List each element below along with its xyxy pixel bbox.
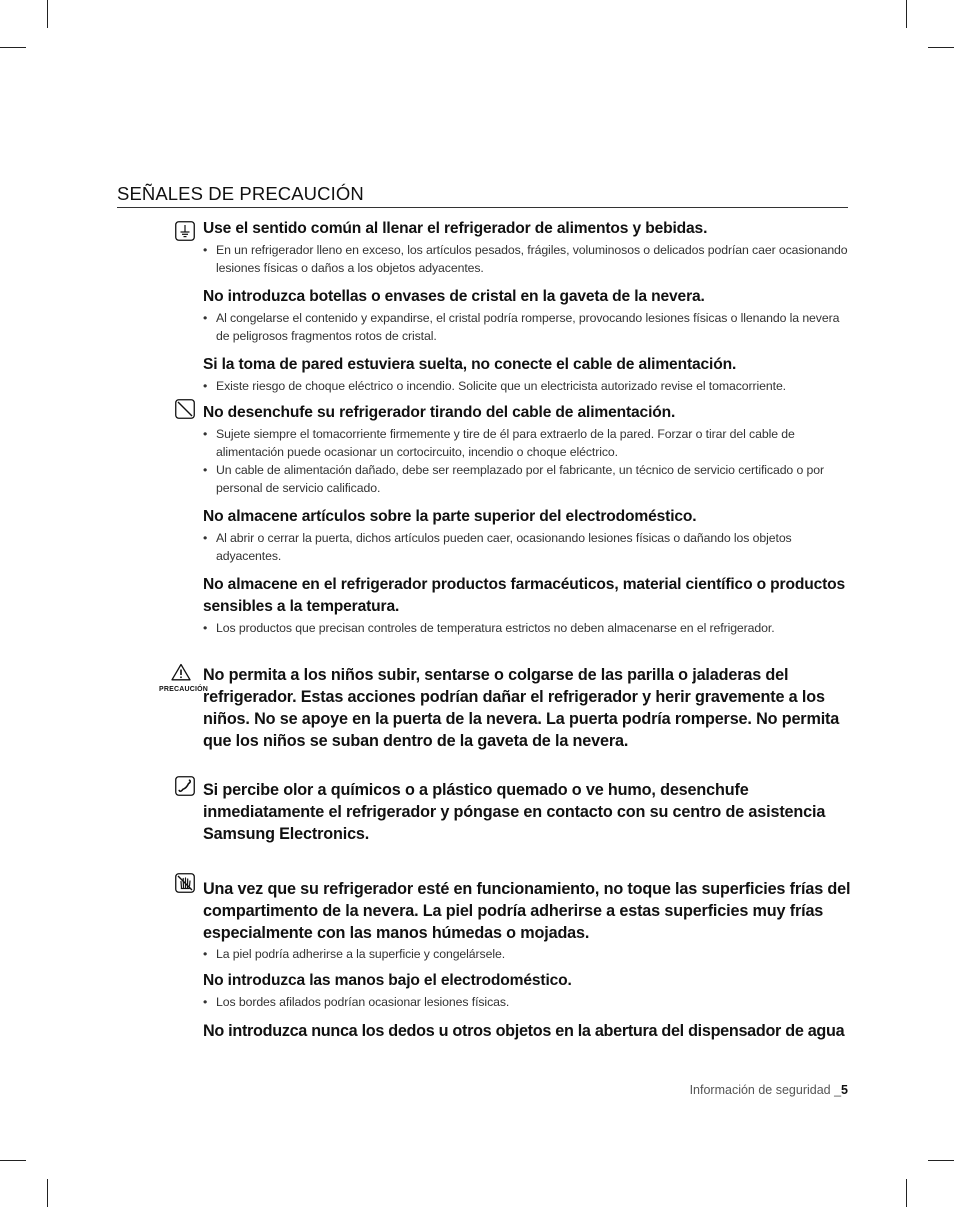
caution-heading: No introduzca las manos bajo el electrodoméstico. [203, 972, 572, 989]
phone-icon [175, 776, 195, 796]
crop-mark [0, 1160, 26, 1161]
caution-block [203, 286, 853, 345]
caution-bullet: • Existe riesgo de choque eléctrico o incendio. Solicite que un electricista autorizado revise el tomacorriente. [203, 377, 853, 395]
caution-heading: No introduzca botellas o envases de cristal en la gaveta de la nevera. [203, 288, 705, 305]
page-number: 5 [841, 1083, 848, 1097]
caution-heading: No desenchufe su refrigerador tirando del cable de alimentación. [203, 404, 676, 421]
prohibition-icon [175, 399, 195, 419]
caution-bullet: • Al abrir o cerrar la puerta, dichos artículos pueden caer, ocasionando lesiones físicas o dañando los objetos adyacentes. [203, 529, 853, 565]
caution-block [203, 402, 853, 497]
caution-block [203, 878, 853, 963]
page-footer [690, 1083, 848, 1097]
section-title: SEÑALES DE PRECAUCIÓN [117, 183, 364, 204]
crop-mark [906, 1179, 907, 1207]
caution-heading: No almacene en el refrigerador productos farmacéuticos, material científico o productos sensibles a la temperatura. [203, 576, 846, 615]
crop-mark [0, 47, 26, 48]
caution-triangle-icon [171, 663, 191, 683]
caution-heading: No almacene artículos sobre la parte superior del electrodoméstico. [203, 508, 697, 525]
caution-block [203, 574, 853, 637]
footer-text: Información de seguridad _ [689, 1083, 842, 1097]
title-rule [117, 207, 848, 208]
caution-content [203, 218, 853, 1042]
crop-mark [906, 0, 907, 28]
caution-bullet: • Al congelarse el contenido y expandirse, el cristal podría romperse, provocando lesiones físicas o llenando la nevera de peligrosos fragmentos rotos de cristal. [203, 309, 853, 345]
caution-block [203, 218, 853, 277]
ground-icon [175, 221, 195, 241]
caution-block [203, 354, 853, 395]
caution-bullet: • La piel podría adherirse a la superficie y congelársele. [203, 945, 853, 963]
precaution-label: PRECAUCIÓN [159, 686, 209, 693]
caution-bullet: • En un refrigerador lleno en exceso, los artículos pesados, frágiles, voluminosos o delicados podrían caer ocasionando lesiones físicas o daños a los objetos adyacentes. [203, 241, 853, 277]
caution-block [203, 1020, 853, 1042]
caution-block [203, 970, 853, 1011]
caution-block [203, 664, 853, 752]
caution-heading: Si percibe olor a químicos o a plástico quemado o ve humo, desenchufe inmediatamente el refrigerador y póngase en contacto con su centro de asistencia Samsung Electronics. [203, 781, 826, 843]
caution-bullet: • Un cable de alimentación dañado, debe ser reemplazado por el fabricante, un técnico de servicio certificado o por personal de servicio calificado. [203, 461, 853, 497]
caution-heading: No introduzca nunca los dedos u otros objetos en la abertura del dispensador de agua [203, 1022, 845, 1040]
caution-heading: No permita a los niños subir, sentarse o colgarse de las parilla o jaladeras del refrigerador. Estas acciones podrían dañar el refrigerador y herir gravemente a los niños. No se apoye en la puerta de la nevera. La puerta podría romperse. No permita que los niños se suban dentro de la gaveta de la nevera. [203, 666, 840, 750]
caution-heading: Si la toma de pared estuviera suelta, no conecte el cable de alimentación. [203, 356, 737, 373]
caution-heading: Una vez que su refrigerador esté en funcionamiento, no toque las superficies frías del compartimento de la nevera. La piel podría adherirse a estas superficies muy frías especialmente con las manos húmedas o mojadas. [203, 880, 851, 942]
crop-mark [928, 1160, 954, 1161]
caution-bullet: • Sujete siempre el tomacorriente firmemente y tire de él para extraerlo de la pared. Forzar o tirar del cable de alimentación puede ocasionar un cortocircuito, incendio o choque eléctrico. [203, 425, 853, 461]
crop-mark [47, 0, 48, 28]
no-touch-hand-icon [175, 873, 195, 893]
caution-heading: Use el sentido común al llenar el refrigerador de alimentos y bebidas. [203, 220, 708, 237]
caution-block [203, 506, 853, 565]
caution-bullet: • Los productos que precisan controles de temperatura estrictos no deben almacenarse en el refrigerador. [203, 619, 853, 637]
crop-mark [47, 1179, 48, 1207]
caution-bullet: • Los bordes afilados podrían ocasionar lesiones físicas. [203, 993, 853, 1011]
caution-block [203, 779, 853, 845]
crop-mark [928, 47, 954, 48]
